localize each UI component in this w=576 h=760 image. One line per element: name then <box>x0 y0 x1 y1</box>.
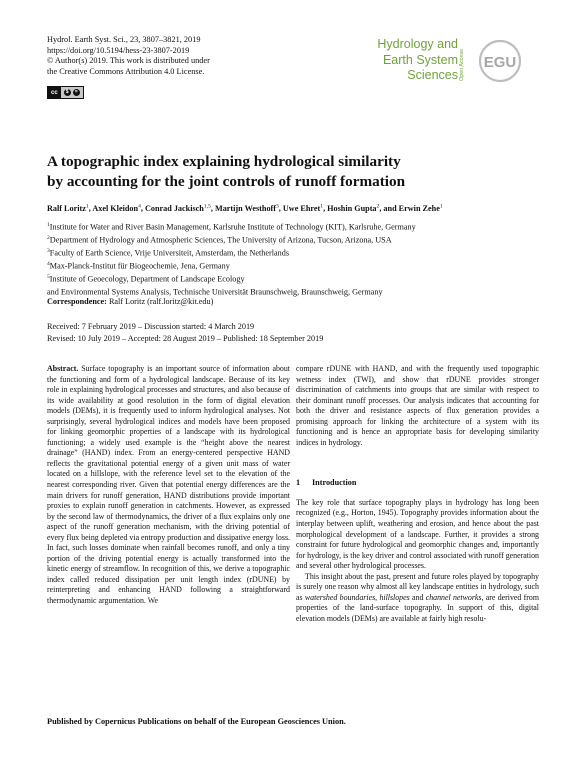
affiliation: $^1$Institute for Water and River Basin Management, Karlsruhe Institute of Technology (KIT), Karlsruhe, Germany <box>47 222 416 232</box>
affiliation-list <box>47 220 537 298</box>
affiliation: $^2$Department of Hydrology and Atmospheric Sciences, The University of Arizona, Tucson, Arizona, USA <box>47 234 392 245</box>
doi-link[interactable]: https://doi.org/10.5194/hess-23-3807-2019 <box>47 45 190 55</box>
cc-icon: cc <box>48 87 61 98</box>
left-column <box>47 364 290 607</box>
correspondence-email[interactable]: Ralf Loritz (ralf.loritz@kit.edu) <box>106 297 214 306</box>
publisher-footer: Published by Copernicus Publications on behalf of the European Geosciences Union. <box>47 717 346 726</box>
paper-title: A topographic index explaining hydrological similarity by accounting for the joint controls of runoff formation <box>47 153 406 190</box>
egu-logo-text: EGU <box>483 54 517 71</box>
license-line: the Creative Commons Attribution 4.0 License. <box>47 66 205 76</box>
nd-icon: = <box>73 89 80 96</box>
publication-info <box>47 35 327 77</box>
author: Martijn Westhoff$^3$, <box>214 203 283 213</box>
author: Ralf Loritz$^1$, <box>47 203 93 213</box>
right-column <box>296 364 539 624</box>
publication-dates <box>47 321 323 344</box>
revised-line: Revised: 10 July 2019 – Accepted: 28 August 2019 – Published: 18 September 2019 <box>47 333 324 343</box>
author: Conrad Jackisch$^{1,5}$, <box>144 203 215 213</box>
section-number: 1 <box>296 478 301 488</box>
intro-paragraph-2: This insight about the past, present and future roles played by topography is surely one reason why almost all key landscape entities in hydrology, such as watershed boundaries, hillslopes and channel networks, are derived from properties of the land-surface topography. In support of this, digital elevation models (DEMs) are available at fairly high resolu- <box>296 571 540 623</box>
citation-line: Hydrol. Earth Syst. Sci., 23, 3807–3821, 2019 <box>47 35 201 44</box>
egu-logo-icon <box>478 39 522 83</box>
affiliation: $^5$Institute of Geoecology, Department of Landscape Ecology <box>47 273 245 284</box>
cc-by-badge[interactable] <box>47 86 84 99</box>
affiliation: $^4$Max-Planck-Institut für Biogeochemie, Jena, Germany <box>47 260 230 271</box>
journal-name: Hydrology and Earth System Sciences <box>377 37 458 82</box>
received-line: Received: 7 February 2019 – Discussion started: 4 March 2019 <box>47 322 255 331</box>
section-heading <box>296 478 539 489</box>
copyright-line: © Author(s) 2019. This work is distributed under <box>47 56 210 66</box>
abstract-label: Abstract. <box>47 364 79 373</box>
correspondence-label: Correspondence: <box>47 297 107 306</box>
author: Hoshin Gupta$^2$, and <box>327 203 399 213</box>
open-access-label: Open Access <box>459 49 465 81</box>
author: Axel Kleidon$^4$, <box>92 203 145 213</box>
affiliation: $^3$Faculty of Earth Science, Vrije Universiteit, Amsterdam, the Netherlands <box>47 247 290 258</box>
author-list <box>47 203 537 213</box>
section-title: Introduction <box>312 478 357 488</box>
author: Uwe Ehret$^1$, <box>282 203 328 213</box>
intro-paragraph-1: The key role that surface topography plays in hydrology has long been recognized (e.g., Horton, 1945). Topography provides information about the interplay between uplift, weathering and erosion, and hence about the past morphological development of a landscape. Further, it provides a strong constraint for future hydrological and geomorphic changes and, importantly for hydrology, is the key driver and control associated with runoff generation and several other hydrological processes. <box>296 497 540 571</box>
by-icon: $ <box>64 89 71 96</box>
abstract-continuation: compare rDUNE with HAND, and with the frequently used topographic wetness index (TWI), and show that rDUNE provides stronger discrimination of catchments into groups that are similar with respect to their dominant runoff processes. Our analysis indicates that accounting for both the driver and resistance aspects of flux generation provides a promising approach for linking the architecture of a system with its functioning and is hence an appropriate basis for developing similarity indices in hydrology. <box>296 364 539 447</box>
correspondence <box>47 297 213 306</box>
author: Erwin Zehe$^1$ <box>398 203 443 213</box>
abstract <box>47 364 290 607</box>
affiliation: and Environmental Systems Analysis, Technische Universität Braunschweig, Braunschweig, Germany <box>47 287 383 297</box>
abstract-text: Surface topography is an important source of information about the functioning and form of a hydrological landscape. Because of its key role in explaining hydrological processes and structures, and also because of its wide availability at good resolution in the form of digital elevation models (DEMs), it is frequently used to inform hydrological analyses. Not surprisingly, several hydrological indices and models have been proposed for linking geomorphic properties of a landscape with its hydrological functioning; a widely used example is the “height above the nearest drainage” (HAND) index. From an energy-centered perspective HAND reflects the gravitational potential energy of a given unit mass of water located on a hillslope, with the reference level set to the elevation of the nearest corresponding river. Given that potential energy differences are the main drivers for runoff generation, HAND distributions provide important proxies to explain runoff generation in catchments. However, as expressed by the second law of thermodynamics, the driver of a flux explains only one aspect of the runoff generation mechanism, with the driving potential of every flux being depleted via entropy production and dissipative energy loss. In fact, such losses dominate when rainfall becomes runoff, and only a tiny portion of the driving potential energy is actually transformed into the kinetic energy of streamflow. In recognition of this, we derive a topographic index called reduced dissipation per unit length index (rDUNE) by reinterpreting and enhancing HAND following a straightforward thermodynamic argumentation. We <box>47 364 290 606</box>
